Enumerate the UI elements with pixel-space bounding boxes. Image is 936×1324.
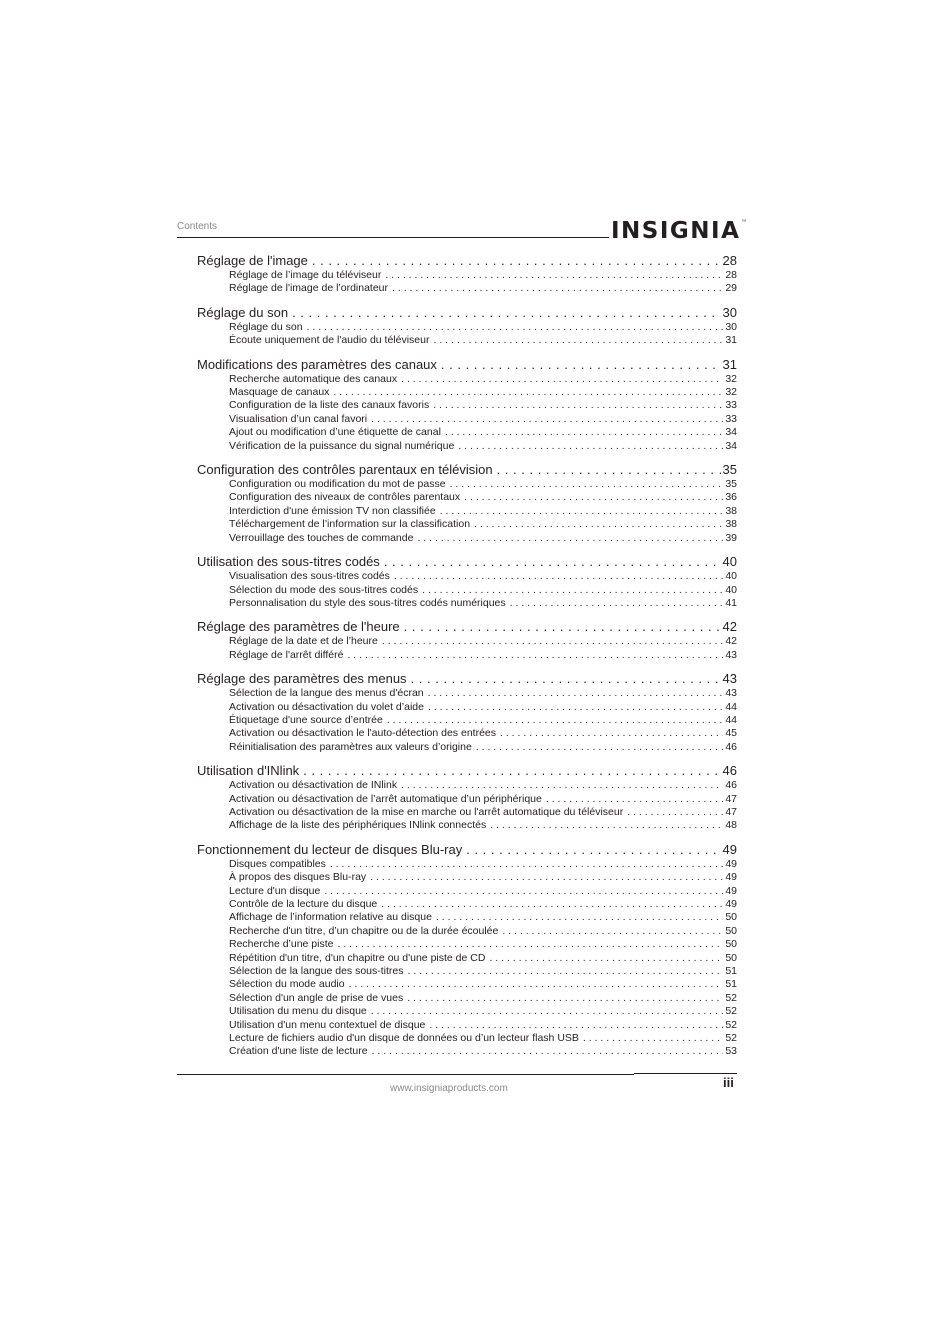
toc-subentry[interactable] <box>197 635 737 648</box>
footer-rule <box>251 1074 634 1075</box>
toc-section <box>197 762 737 833</box>
dot-leader <box>333 386 723 399</box>
dot-leader <box>428 701 723 714</box>
toc-page-number: 28 <box>722 253 737 268</box>
toc-page-number: 43 <box>722 671 737 687</box>
toc-page-number: 29 <box>725 282 737 295</box>
toc-entry-title: Sélection de la langue des menus d'écran <box>229 687 424 700</box>
toc-section-entry[interactable] <box>197 304 737 321</box>
toc-subentry[interactable] <box>197 965 737 978</box>
toc-page-number: 50 <box>725 938 737 951</box>
dot-leader <box>627 806 723 819</box>
dot-leader <box>411 670 721 687</box>
toc-entry-title: Sélection du mode des sous-titres codés <box>229 583 419 596</box>
toc-subentry[interactable] <box>197 1045 737 1058</box>
toc-entry-title: Sélection de la langue des sous-titres <box>229 965 404 978</box>
toc-section-entry[interactable] <box>197 841 737 858</box>
toc-section <box>197 461 737 545</box>
toc-entry-title: Contrôle de la lecture du disque <box>229 898 378 910</box>
toc-subentry[interactable] <box>197 505 737 518</box>
toc-subentry[interactable] <box>197 386 737 399</box>
toc-subentry[interactable] <box>197 597 737 610</box>
toc-section-entry[interactable] <box>197 618 737 635</box>
toc-subentry[interactable] <box>197 714 737 727</box>
toc-page-number: 34 <box>725 439 737 452</box>
toc-page-number: 38 <box>725 504 737 517</box>
toc-page-number: 49 <box>725 871 737 884</box>
toc-section-entry[interactable] <box>197 670 737 687</box>
toc-subentry[interactable] <box>197 978 737 991</box>
toc-page-number: 52 <box>725 1005 737 1018</box>
toc-subentry[interactable] <box>197 1005 737 1018</box>
toc-entry-title: Configuration des contrôles parentaux en télévision <box>197 462 493 478</box>
toc-subentry[interactable] <box>197 687 737 700</box>
toc-subentry[interactable] <box>197 334 737 347</box>
dot-leader <box>324 885 723 898</box>
toc-entry-title: Recherche d’une piste <box>229 938 334 951</box>
toc-page-number: 35 <box>725 478 737 491</box>
dot-leader <box>422 584 723 597</box>
dot-leader <box>392 282 723 295</box>
toc-entry-title: Disques compatibles <box>229 857 326 870</box>
toc-entry-title: Interdiction d'une émission TV non classifiée <box>229 504 436 517</box>
dot-leader <box>384 553 721 570</box>
toc-subentry[interactable] <box>197 413 737 426</box>
toc-subentry[interactable] <box>197 885 737 898</box>
toc-entry-title: Utilisation du menu du disque <box>229 1005 367 1018</box>
toc-page-number: 50 <box>725 911 737 924</box>
toc-page-number: 49 <box>725 857 737 870</box>
toc-subentry[interactable] <box>197 858 737 871</box>
toc-subentry[interactable] <box>197 871 737 884</box>
toc-page-number: 33 <box>725 412 737 425</box>
toc-entry-title: Ajout ou modification d’une étiquette de canal <box>229 426 441 439</box>
logo-wordmark: INSIGNIA <box>611 218 741 244</box>
toc-subentry[interactable] <box>197 806 737 819</box>
toc-entry-title: Configuration de la liste des canaux favoris <box>229 399 430 412</box>
toc-page-number: 49 <box>725 884 737 897</box>
toc-entry-title: Réinitialisation des paramètres aux valeurs d’origine <box>229 740 472 753</box>
toc-page-number: 51 <box>725 965 737 978</box>
dot-leader <box>407 992 723 1005</box>
dot-leader <box>441 356 721 373</box>
dot-leader <box>307 321 724 334</box>
toc-subentry[interactable] <box>197 992 737 1005</box>
toc-page-number: 50 <box>725 924 737 937</box>
toc-entry-title: Configuration des niveaux de contrôles parentaux <box>229 491 461 504</box>
toc-page-number: 28 <box>725 269 737 281</box>
toc-subentry[interactable] <box>197 426 737 439</box>
dot-leader <box>394 570 723 583</box>
toc-entry-title: Visualisation d’un canal favori <box>229 412 368 425</box>
dot-leader <box>387 714 724 727</box>
toc-page-number: 33 <box>725 399 737 412</box>
dot-leader <box>476 741 724 754</box>
toc-page-number: 42 <box>722 619 737 635</box>
table-of-contents <box>197 252 737 1067</box>
toc-page-number: 46 <box>722 763 737 779</box>
toc-entry-title: Réglage des paramètres des menus <box>197 671 407 687</box>
dot-leader <box>429 1019 723 1032</box>
toc-page-number: 44 <box>725 713 737 726</box>
toc-page-number: 53 <box>725 1045 737 1058</box>
toc-page-number: 36 <box>725 491 737 504</box>
toc-subentry[interactable] <box>197 925 737 938</box>
toc-section-entry[interactable] <box>197 252 737 269</box>
toc-page-number: 43 <box>725 648 737 661</box>
toc-entry-title: Recherche automatique des canaux <box>229 372 398 385</box>
toc-entry-title: Fonctionnement du lecteur de disques Blu-ray <box>197 841 463 857</box>
toc-page-number: 40 <box>725 583 737 596</box>
dot-leader <box>401 373 723 386</box>
toc-page-number: 47 <box>725 792 737 805</box>
toc-subentry[interactable] <box>197 518 737 531</box>
dot-leader <box>436 911 723 924</box>
toc-entry-title: Affichage de la liste des périphériques INlink connectés <box>229 819 487 832</box>
toc-entry-title: Étiquetage d'une source d’entrée <box>229 713 383 726</box>
toc-entry-title: Activation ou désactivation de INlink <box>229 779 398 792</box>
toc-page-number: 31 <box>725 334 737 347</box>
dot-leader <box>489 952 723 965</box>
toc-page-number: 47 <box>725 805 737 818</box>
toc-subentry[interactable] <box>197 532 737 545</box>
toc-page-number: 30 <box>725 320 737 333</box>
footer-url[interactable]: www.insigniaproducts.com <box>390 1083 508 1094</box>
toc-subentry[interactable] <box>197 727 737 740</box>
dot-leader <box>497 461 721 478</box>
toc-page-number: 52 <box>725 1018 737 1031</box>
toc-page-number: 34 <box>725 426 737 439</box>
toc-entry-title: Utilisation des sous-titres codés <box>197 554 380 570</box>
toc-subentry[interactable] <box>197 440 737 453</box>
running-header-label: Contents <box>177 221 218 232</box>
toc-subentry[interactable] <box>197 570 737 583</box>
insignia-logo <box>611 214 746 248</box>
toc-entry-title: Réglage de l'arrêt différé <box>229 648 344 661</box>
toc-page-number: 31 <box>722 356 737 372</box>
toc-subentry[interactable] <box>197 898 737 911</box>
toc-page-number: 48 <box>725 819 737 832</box>
toc-subentry[interactable] <box>197 491 737 504</box>
dot-leader <box>464 491 723 504</box>
toc-page-number: 42 <box>725 635 737 648</box>
dot-leader <box>381 898 723 911</box>
toc-entry-title: Création d'une liste de lecture <box>229 1045 368 1058</box>
dot-leader <box>349 978 724 991</box>
toc-subentry[interactable] <box>197 911 737 924</box>
dot-leader <box>370 871 723 884</box>
toc-page-number: 45 <box>725 727 737 740</box>
dot-leader <box>385 269 723 282</box>
toc-entry-title: Activation ou désactivation de la mise en marche ou l'arrêt automatique du téléviseur <box>229 805 624 818</box>
page-number: iii <box>723 1075 734 1090</box>
toc-entry-title: Lecture de fichiers audio d'un disque de données ou d’un lecteur flash USB <box>229 1032 579 1045</box>
toc-entry-title: Réglage des paramètres de l'heure <box>197 619 400 635</box>
toc-entry-title: À propos des disques Blu-ray <box>229 871 367 884</box>
toc-page-number: 49 <box>722 841 737 857</box>
toc-entry-title: Répétition d'un titre, d'un chapitre ou d'une piste de CD <box>229 951 486 964</box>
toc-section-entry[interactable] <box>197 762 737 779</box>
toc-page-number: 32 <box>725 386 737 399</box>
toc-entry-title: Activation ou désactivation de l’arrêt automatique d’un périphérique <box>229 792 542 805</box>
toc-entry-title: Lecture d'un disque <box>229 884 321 897</box>
dot-leader <box>371 413 723 426</box>
toc-subentry[interactable] <box>197 819 737 832</box>
dot-leader <box>546 793 723 806</box>
toc-entry-title: Recherche d'un titre, d’un chapitre ou de la durée écoulée <box>229 924 499 937</box>
toc-page-number: 30 <box>722 304 737 320</box>
toc-subentry[interactable] <box>197 793 737 806</box>
toc-entry-title: Vérification de la puissance du signal numérique <box>229 439 455 452</box>
toc-page-number: 40 <box>725 570 737 583</box>
toc-page-number: 32 <box>725 372 737 385</box>
header-rule <box>177 237 609 238</box>
toc-page-number: 41 <box>725 596 737 609</box>
toc-section <box>197 356 737 453</box>
toc-page-number: 46 <box>725 779 737 792</box>
toc-subentry[interactable] <box>197 701 737 714</box>
toc-subentry[interactable] <box>197 741 737 754</box>
dot-leader <box>583 1032 723 1045</box>
dot-leader <box>408 965 724 978</box>
toc-entry-title: Visualisation des sous-titres codés <box>229 570 390 583</box>
toc-page-number: 51 <box>725 978 737 991</box>
toc-entry-title: Réglage du son <box>229 320 303 333</box>
toc-entry-title: Sélection d'un angle de prise de vues <box>229 991 404 1004</box>
toc-entry-title: Personnalisation du style des sous-titres codés numériques <box>229 596 506 609</box>
toc-section <box>197 670 737 754</box>
toc-entry-title: Réglage de l'image <box>197 253 308 268</box>
toc-entry-title: Réglage de l'image de l’ordinateur <box>229 282 389 295</box>
toc-page-number: 52 <box>725 991 737 1004</box>
toc-subentry[interactable] <box>197 649 737 662</box>
toc-page-number: 40 <box>722 554 737 570</box>
footer-rule <box>634 1073 737 1074</box>
toc-entry-title: Verrouillage des touches de commande <box>229 531 414 544</box>
toc-entry-title: Réglage du son <box>197 304 289 320</box>
toc-subentry[interactable] <box>197 584 737 597</box>
toc-entry-title: Configuration ou modification du mot de passe <box>229 478 446 491</box>
dot-leader <box>312 252 721 269</box>
toc-entry-title: Téléchargement de l’information sur la classification <box>229 518 471 531</box>
toc-page-number: 35 <box>722 462 737 478</box>
toc-section <box>197 618 737 662</box>
dot-leader <box>440 505 724 518</box>
dot-leader <box>502 925 723 938</box>
toc-section-entry[interactable] <box>197 461 737 478</box>
dot-leader <box>372 1045 724 1058</box>
dot-leader <box>428 687 724 700</box>
dot-leader <box>474 518 723 531</box>
toc-page-number: 38 <box>725 518 737 531</box>
toc-entry-title: Activation ou désactivation le l'auto-détection des entrées <box>229 727 497 740</box>
toc-entry-title: Sélection du mode audio <box>229 978 345 991</box>
dot-leader <box>401 779 723 792</box>
toc-subentry[interactable] <box>197 1032 737 1045</box>
dot-leader <box>347 649 723 662</box>
toc-section <box>197 304 737 348</box>
toc-page-number: 39 <box>725 531 737 544</box>
logo-trademark: ™ <box>741 219 747 225</box>
dot-leader <box>500 727 723 740</box>
toc-page-number: 49 <box>725 898 737 910</box>
dot-leader <box>404 618 721 635</box>
toc-entry-title: Masquage de canaux <box>229 386 330 399</box>
toc-subentry[interactable] <box>197 952 737 965</box>
dot-leader <box>510 597 724 610</box>
toc-subentry[interactable] <box>197 779 737 792</box>
toc-entry-title: Écoute uniquement de l'audio du téléviseur <box>229 334 430 347</box>
toc-entry-title: Affichage de l’information relative au disque <box>229 911 432 924</box>
dot-leader <box>337 938 723 951</box>
toc-entry-title: Activation ou désactivation du volet d’aide <box>229 700 424 713</box>
dot-leader <box>466 841 720 858</box>
toc-page-number: 52 <box>725 1032 737 1045</box>
toc-entry-title: Réglage de la date et de l’heure <box>229 635 378 648</box>
dot-leader <box>445 426 723 439</box>
toc-page-number: 43 <box>725 687 737 700</box>
dot-leader <box>417 532 723 545</box>
toc-subentry[interactable] <box>197 282 737 295</box>
toc-entry-title: Utilisation d'INlink <box>197 763 300 779</box>
toc-page-number: 50 <box>725 951 737 964</box>
toc-entry-title: Utilisation d'un menu contextuel de disque <box>229 1018 426 1031</box>
dot-leader <box>433 399 723 412</box>
dot-leader <box>450 478 724 491</box>
toc-section-entry[interactable] <box>197 553 737 570</box>
toc-subentry[interactable] <box>197 478 737 491</box>
dot-leader <box>292 304 720 321</box>
dot-leader <box>458 440 723 453</box>
toc-section <box>197 252 737 296</box>
toc-subentry[interactable] <box>197 269 737 282</box>
footer-rule <box>177 1074 251 1075</box>
toc-subentry[interactable] <box>197 321 737 334</box>
toc-section-entry[interactable] <box>197 356 737 373</box>
dot-leader <box>490 819 723 832</box>
dot-leader <box>382 635 723 648</box>
toc-subentry[interactable] <box>197 938 737 951</box>
toc-section <box>197 553 737 610</box>
dot-leader <box>330 858 723 871</box>
toc-subentry[interactable] <box>197 399 737 412</box>
toc-page-number: 44 <box>725 700 737 713</box>
toc-page-number: 46 <box>725 740 737 753</box>
toc-entry-title: Modifications des paramètres des canaux <box>197 356 437 372</box>
dot-leader <box>371 1005 724 1018</box>
dot-leader <box>433 334 723 347</box>
toc-section <box>197 841 737 1059</box>
toc-subentry[interactable] <box>197 1019 737 1032</box>
toc-subentry[interactable] <box>197 373 737 386</box>
toc-entry-title: Réglage de l’image du téléviseur <box>229 269 382 281</box>
dot-leader <box>303 762 720 779</box>
